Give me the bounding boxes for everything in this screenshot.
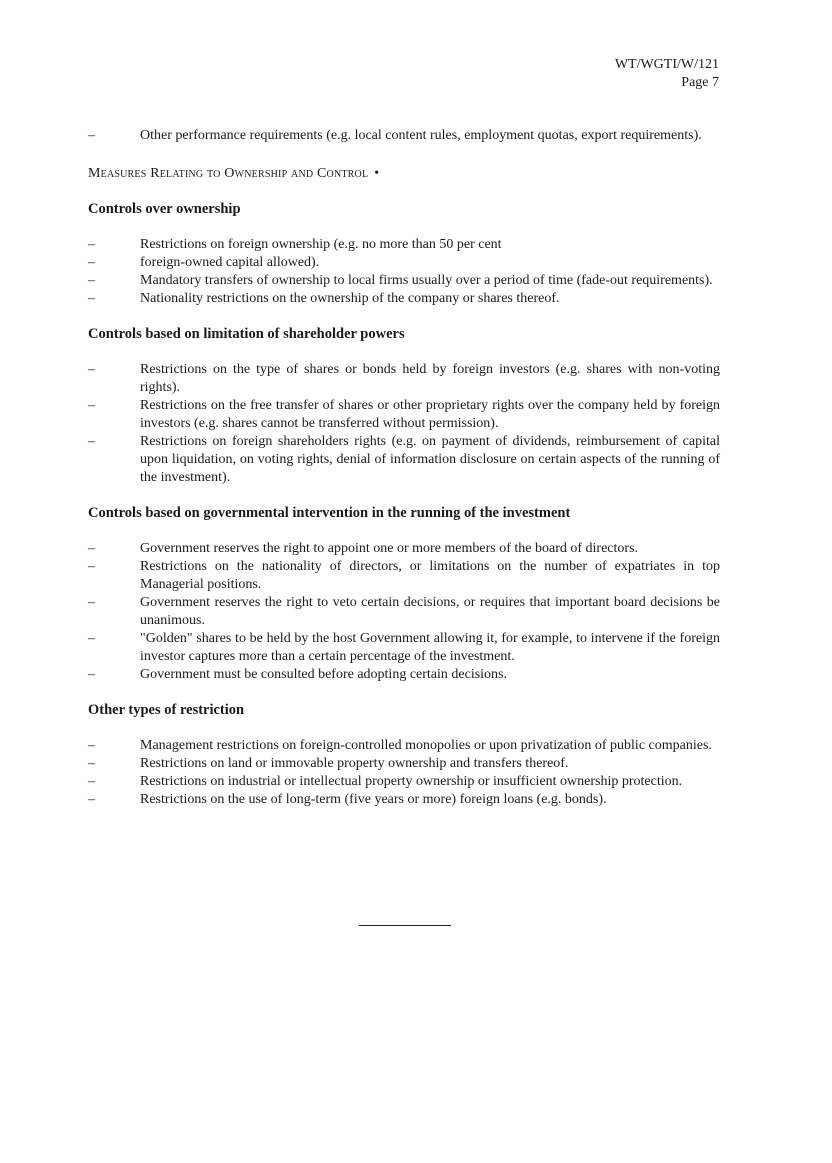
- list-item-text: Nationality restrictions on the ownership of the company or shares thereof.: [140, 291, 560, 306]
- list-item: [88, 290, 720, 308]
- list-item-text: Management restrictions on foreign-controlled monopolies or upon privatization of public companies.: [140, 738, 712, 753]
- list-item: [88, 236, 720, 254]
- list-item: [88, 630, 720, 666]
- list-item: [88, 558, 720, 594]
- dash-bullet: –: [88, 667, 95, 682]
- list-item: [88, 433, 720, 487]
- dash-bullet: –: [88, 738, 95, 753]
- list-item: [88, 666, 720, 684]
- page-header: [615, 56, 719, 92]
- dash-bullet: –: [88, 362, 95, 377]
- section-title: [88, 165, 720, 183]
- group-heading: Controls over ownership: [88, 201, 241, 217]
- list-item-text: "Golden" shares to be held by the host Government allowing it, for example, to intervene if the foreign investor captures more than a certain percentage of the investment.: [140, 631, 720, 664]
- dash-bullet: –: [88, 291, 95, 306]
- group-heading: Controls based on governmental intervention in the running of the investment: [88, 505, 571, 521]
- group-list: [88, 361, 720, 487]
- list-item: [88, 594, 720, 630]
- list-item: [88, 127, 720, 145]
- list-item-text: Restrictions on foreign ownership (e.g. no more than 50 per cent: [140, 237, 502, 252]
- dash-bullet: –: [88, 541, 95, 556]
- restriction-groups: [88, 200, 720, 809]
- end-rule: [359, 925, 451, 926]
- document-symbol: WT/WGTI/W/121: [614, 57, 719, 72]
- dash-bullet: –: [88, 398, 95, 413]
- document-body: [88, 127, 720, 809]
- list-item-text: Government must be consulted before adopting certain decisions.: [140, 667, 508, 682]
- section-title-text: Measures Relating to Ownership and Control: [88, 166, 369, 181]
- list-item-text: Mandatory transfers of ownership to local firms usually over a period of time (fade-out requirements).: [140, 273, 713, 288]
- group-heading: Other types of restriction: [88, 702, 245, 718]
- group-list: [88, 540, 720, 684]
- list-item: [88, 540, 720, 558]
- list-item-text: foreign-owned capital allowed).: [140, 255, 320, 270]
- group-list: [88, 737, 720, 809]
- list-item-text: Restrictions on the type of shares or bonds held by foreign investors (e.g. shares with non-voting rights).: [140, 362, 720, 395]
- dash-bullet: –: [88, 792, 95, 807]
- list-item: [88, 254, 720, 272]
- dash-bullet: –: [88, 756, 95, 771]
- dash-bullet: –: [88, 774, 95, 789]
- section-marker: •: [374, 166, 380, 181]
- list-item-text: Government reserves the right to appoint one or more members of the board of directors.: [140, 541, 639, 556]
- list-item-text: Restrictions on industrial or intellectual property ownership or insufficient ownership protection.: [140, 774, 683, 789]
- list-item-text: Restrictions on the free transfer of shares or other proprietary rights over the company held by foreign investors (e.g. shares cannot be transferred without permission).: [140, 398, 720, 431]
- dash-bullet: –: [88, 128, 95, 143]
- list-item: [88, 361, 720, 397]
- list-item: [88, 773, 720, 791]
- dash-bullet: –: [88, 595, 95, 610]
- intro-list: [88, 127, 720, 145]
- list-item: [88, 272, 720, 290]
- list-item-text: Restrictions on the use of long-term (five years or more) foreign loans (e.g. bonds).: [140, 792, 607, 807]
- group-heading: Controls based on limitation of shareholder powers: [88, 326, 405, 342]
- dash-bullet: –: [88, 434, 95, 449]
- list-item: [88, 397, 720, 433]
- list-item: [88, 737, 720, 755]
- page-number: Page 7: [681, 75, 719, 90]
- dash-bullet: –: [88, 255, 95, 270]
- dash-bullet: –: [88, 559, 95, 574]
- group-list: [88, 236, 720, 308]
- dash-bullet: –: [88, 631, 95, 646]
- list-item-text: Other performance requirements (e.g. local content rules, employment quotas, export requirements).: [140, 128, 702, 143]
- list-item: [88, 791, 720, 809]
- list-item-text: Restrictions on land or immovable property ownership and transfers thereof.: [140, 756, 569, 771]
- list-item-text: Restrictions on foreign shareholders rights (e.g. on payment of dividends, reimbursement of capital upon liquidation, on voting rights, denial of information disclosure on certain aspects of the running of the investment).: [140, 434, 720, 485]
- dash-bullet: –: [88, 273, 95, 288]
- list-item-text: Government reserves the right to veto certain decisions, or requires that important board decisions be unanimous.: [140, 595, 720, 628]
- list-item: [88, 755, 720, 773]
- list-item-text: Restrictions on the nationality of directors, or limitations on the number of expatriates in top Managerial positions.: [140, 559, 720, 592]
- dash-bullet: –: [88, 237, 95, 252]
